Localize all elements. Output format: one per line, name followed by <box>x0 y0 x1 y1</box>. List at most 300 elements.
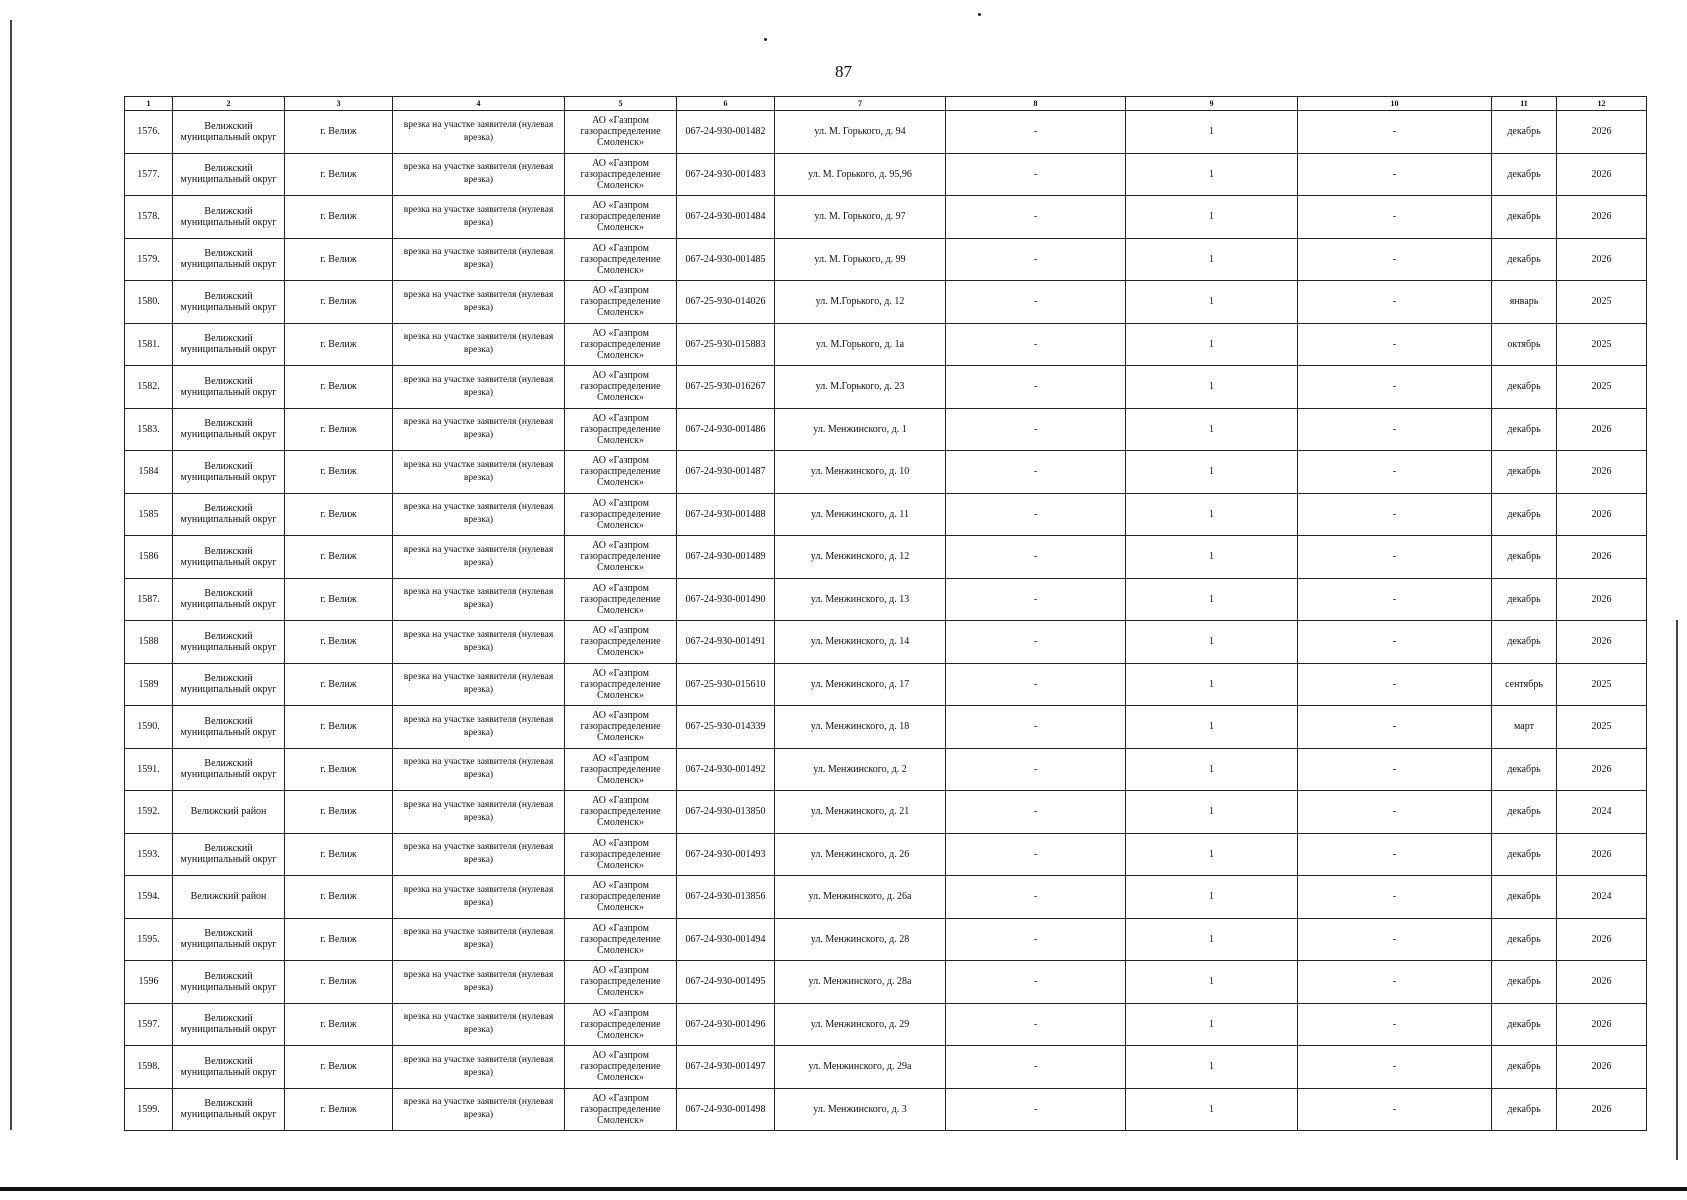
city-cell: г. Велиж <box>285 918 393 961</box>
row-number: 1579. <box>125 238 173 281</box>
address-cell: ул. Менжинского, д. 3 <box>775 1088 946 1131</box>
organization-cell: АО «Газпром газораспределение Смоленск» <box>565 748 677 791</box>
row-number: 1588 <box>125 621 173 664</box>
organization-cell: АО «Газпром газораспределение Смоленск» <box>565 961 677 1004</box>
scan-edge-line <box>1676 620 1678 1160</box>
col9-cell: 1 <box>1126 451 1298 494</box>
month-cell: декабрь <box>1492 748 1557 791</box>
year-cell: 2026 <box>1557 578 1647 621</box>
col9-cell: 1 <box>1126 281 1298 324</box>
col8-cell: - <box>946 918 1126 961</box>
organization-cell: АО «Газпром газораспределение Смоленск» <box>565 323 677 366</box>
city-cell: г. Велиж <box>285 961 393 1004</box>
year-cell: 2026 <box>1557 918 1647 961</box>
month-cell: сентябрь <box>1492 663 1557 706</box>
organization-cell: АО «Газпром газораспределение Смоленск» <box>565 366 677 409</box>
organization-cell: АО «Газпром газораспределение Смоленск» <box>565 111 677 154</box>
registry-code-cell: 067-24-930-001498 <box>677 1088 775 1131</box>
address-cell: ул. Менжинского, д. 17 <box>775 663 946 706</box>
organization-cell: АО «Газпром газораспределение Смоленск» <box>565 578 677 621</box>
organization-cell: АО «Газпром газораспределение Смоленск» <box>565 493 677 536</box>
column-number-4: 4 <box>393 97 565 111</box>
col10-cell: - <box>1298 408 1492 451</box>
month-cell: декабрь <box>1492 238 1557 281</box>
district-cell: Велижский муниципальный округ <box>173 451 285 494</box>
work-type-cell: врезка на участке заявителя (нулевая врезка) <box>393 961 565 1004</box>
month-cell: декабрь <box>1492 961 1557 1004</box>
year-cell: 2026 <box>1557 1046 1647 1089</box>
work-type-cell: врезка на участке заявителя (нулевая врезка) <box>393 111 565 154</box>
col10-cell: - <box>1298 281 1492 324</box>
month-cell: декабрь <box>1492 153 1557 196</box>
registry-code-cell: 067-24-930-001487 <box>677 451 775 494</box>
col8-cell: - <box>946 748 1126 791</box>
year-cell: 2026 <box>1557 748 1647 791</box>
col8-cell: - <box>946 1088 1126 1131</box>
month-cell: октябрь <box>1492 323 1557 366</box>
row-number: 1578. <box>125 196 173 239</box>
col10-cell: - <box>1298 1088 1492 1131</box>
organization-cell: АО «Газпром газораспределение Смоленск» <box>565 918 677 961</box>
registry-code-cell: 067-24-930-001493 <box>677 833 775 876</box>
district-cell: Велижский муниципальный округ <box>173 1046 285 1089</box>
address-cell: ул. Менжинского, д. 28а <box>775 961 946 1004</box>
year-cell: 2026 <box>1557 153 1647 196</box>
registry-code-cell: 067-24-930-001485 <box>677 238 775 281</box>
table-row <box>125 621 1647 664</box>
organization-cell: АО «Газпром газораспределение Смоленск» <box>565 238 677 281</box>
registry-code-cell: 067-24-930-001486 <box>677 408 775 451</box>
address-cell: ул. Менжинского, д. 1 <box>775 408 946 451</box>
city-cell: г. Велиж <box>285 408 393 451</box>
year-cell: 2026 <box>1557 238 1647 281</box>
year-cell: 2024 <box>1557 791 1647 834</box>
district-cell: Велижский муниципальный округ <box>173 238 285 281</box>
work-type-cell: врезка на участке заявителя (нулевая врезка) <box>393 281 565 324</box>
work-type-cell: врезка на участке заявителя (нулевая врезка) <box>393 323 565 366</box>
month-cell: декабрь <box>1492 621 1557 664</box>
address-cell: ул. Менжинского, д. 26 <box>775 833 946 876</box>
row-number: 1581. <box>125 323 173 366</box>
district-cell: Велижский муниципальный округ <box>173 961 285 1004</box>
table-row <box>125 578 1647 621</box>
month-cell: декабрь <box>1492 791 1557 834</box>
organization-cell: АО «Газпром газораспределение Смоленск» <box>565 536 677 579</box>
address-cell: ул. Менжинского, д. 11 <box>775 493 946 536</box>
col10-cell: - <box>1298 918 1492 961</box>
row-number: 1583. <box>125 408 173 451</box>
address-cell: ул. М.Горького, д. 12 <box>775 281 946 324</box>
table-header <box>125 97 1647 111</box>
city-cell: г. Велиж <box>285 323 393 366</box>
organization-cell: АО «Газпром газораспределение Смоленск» <box>565 408 677 451</box>
address-cell: ул. Менжинского, д. 18 <box>775 706 946 749</box>
column-number-2: 2 <box>173 97 285 111</box>
district-cell: Велижский район <box>173 791 285 834</box>
address-cell: ул. Менжинского, д. 28 <box>775 918 946 961</box>
district-cell: Велижский муниципальный округ <box>173 493 285 536</box>
registry-code-cell: 067-24-930-001497 <box>677 1046 775 1089</box>
district-cell: Велижский муниципальный округ <box>173 111 285 154</box>
address-cell: ул. М. Горького, д. 95,96 <box>775 153 946 196</box>
col8-cell: - <box>946 238 1126 281</box>
year-cell: 2025 <box>1557 663 1647 706</box>
month-cell: декабрь <box>1492 451 1557 494</box>
table-row <box>125 111 1647 154</box>
organization-cell: АО «Газпром газораспределение Смоленск» <box>565 451 677 494</box>
work-type-cell: врезка на участке заявителя (нулевая врезка) <box>393 918 565 961</box>
district-cell: Велижский муниципальный округ <box>173 918 285 961</box>
col9-cell: 1 <box>1126 366 1298 409</box>
work-type-cell: врезка на участке заявителя (нулевая врезка) <box>393 706 565 749</box>
address-cell: ул. Менжинского, д. 10 <box>775 451 946 494</box>
city-cell: г. Велиж <box>285 1046 393 1089</box>
district-cell: Велижский муниципальный округ <box>173 323 285 366</box>
month-cell: январь <box>1492 281 1557 324</box>
col10-cell: - <box>1298 791 1492 834</box>
month-cell: март <box>1492 706 1557 749</box>
work-type-cell: врезка на участке заявителя (нулевая врезка) <box>393 1088 565 1131</box>
table-row <box>125 451 1647 494</box>
col8-cell: - <box>946 111 1126 154</box>
table-row <box>125 281 1647 324</box>
registry-code-cell: 067-25-930-014339 <box>677 706 775 749</box>
work-type-cell: врезка на участке заявителя (нулевая врезка) <box>393 196 565 239</box>
registry-code-cell: 067-24-930-001483 <box>677 153 775 196</box>
table-row <box>125 196 1647 239</box>
row-number: 1591. <box>125 748 173 791</box>
col9-cell: 1 <box>1126 111 1298 154</box>
table-row <box>125 918 1647 961</box>
address-cell: ул. Менжинского, д. 12 <box>775 536 946 579</box>
address-cell: ул. Менжинского, д. 21 <box>775 791 946 834</box>
scan-speck <box>764 38 767 41</box>
registry-code-cell: 067-24-930-001488 <box>677 493 775 536</box>
col10-cell: - <box>1298 1046 1492 1089</box>
registry-code-cell: 067-24-930-001492 <box>677 748 775 791</box>
organization-cell: АО «Газпром газораспределение Смоленск» <box>565 791 677 834</box>
address-cell: ул. М.Горького, д. 1а <box>775 323 946 366</box>
col8-cell: - <box>946 153 1126 196</box>
table-row <box>125 1088 1647 1131</box>
registry-code-cell: 067-24-930-013856 <box>677 876 775 919</box>
col8-cell: - <box>946 451 1126 494</box>
city-cell: г. Велиж <box>285 111 393 154</box>
address-cell: ул. Менжинского, д. 26а <box>775 876 946 919</box>
city-cell: г. Велиж <box>285 706 393 749</box>
work-type-cell: врезка на участке заявителя (нулевая врезка) <box>393 238 565 281</box>
col10-cell: - <box>1298 706 1492 749</box>
col8-cell: - <box>946 323 1126 366</box>
scan-speck <box>978 13 981 16</box>
month-cell: декабрь <box>1492 366 1557 409</box>
col8-cell: - <box>946 791 1126 834</box>
work-type-cell: врезка на участке заявителя (нулевая врезка) <box>393 1046 565 1089</box>
organization-cell: АО «Газпром газораспределение Смоленск» <box>565 833 677 876</box>
col9-cell: 1 <box>1126 621 1298 664</box>
city-cell: г. Велиж <box>285 748 393 791</box>
row-number: 1580. <box>125 281 173 324</box>
year-cell: 2025 <box>1557 706 1647 749</box>
scan-edge-line <box>10 20 12 1130</box>
city-cell: г. Велиж <box>285 876 393 919</box>
city-cell: г. Велиж <box>285 196 393 239</box>
col8-cell: - <box>946 536 1126 579</box>
col8-cell: - <box>946 578 1126 621</box>
year-cell: 2026 <box>1557 536 1647 579</box>
registry-code-cell: 067-24-930-001491 <box>677 621 775 664</box>
city-cell: г. Велиж <box>285 153 393 196</box>
registry-code-cell: 067-25-930-014026 <box>677 281 775 324</box>
organization-cell: АО «Газпром газораспределение Смоленск» <box>565 153 677 196</box>
col10-cell: - <box>1298 621 1492 664</box>
row-number: 1590. <box>125 706 173 749</box>
col9-cell: 1 <box>1126 536 1298 579</box>
col10-cell: - <box>1298 366 1492 409</box>
col9-cell: 1 <box>1126 876 1298 919</box>
col8-cell: - <box>946 196 1126 239</box>
col8-cell: - <box>946 1003 1126 1046</box>
col9-cell: 1 <box>1126 238 1298 281</box>
row-number: 1599. <box>125 1088 173 1131</box>
row-number: 1597. <box>125 1003 173 1046</box>
address-cell: ул. М. Горького, д. 94 <box>775 111 946 154</box>
col10-cell: - <box>1298 876 1492 919</box>
row-number: 1589 <box>125 663 173 706</box>
col8-cell: - <box>946 706 1126 749</box>
work-type-cell: врезка на участке заявителя (нулевая врезка) <box>393 493 565 536</box>
col8-cell: - <box>946 366 1126 409</box>
column-number-1: 1 <box>125 97 173 111</box>
row-number: 1587. <box>125 578 173 621</box>
year-cell: 2026 <box>1557 621 1647 664</box>
city-cell: г. Велиж <box>285 791 393 834</box>
address-cell: ул. Менжинского, д. 2 <box>775 748 946 791</box>
table-row <box>125 876 1647 919</box>
address-cell: ул. Менжинского, д. 29а <box>775 1046 946 1089</box>
work-type-cell: врезка на участке заявителя (нулевая врезка) <box>393 663 565 706</box>
col9-cell: 1 <box>1126 493 1298 536</box>
col9-cell: 1 <box>1126 153 1298 196</box>
district-cell: Велижский муниципальный округ <box>173 578 285 621</box>
table-row <box>125 663 1647 706</box>
registry-code-cell: 067-24-930-001489 <box>677 536 775 579</box>
month-cell: декабрь <box>1492 196 1557 239</box>
registry-code-cell: 067-25-930-015610 <box>677 663 775 706</box>
col10-cell: - <box>1298 196 1492 239</box>
col8-cell: - <box>946 621 1126 664</box>
row-number: 1592. <box>125 791 173 834</box>
month-cell: декабрь <box>1492 876 1557 919</box>
register-table <box>124 96 1647 1131</box>
work-type-cell: врезка на участке заявителя (нулевая врезка) <box>393 536 565 579</box>
col10-cell: - <box>1298 323 1492 366</box>
col8-cell: - <box>946 876 1126 919</box>
table-body <box>125 111 1647 1131</box>
month-cell: декабрь <box>1492 918 1557 961</box>
district-cell: Велижский район <box>173 876 285 919</box>
table-row <box>125 1003 1647 1046</box>
year-cell: 2026 <box>1557 451 1647 494</box>
registry-code-cell: 067-25-930-016267 <box>677 366 775 409</box>
col9-cell: 1 <box>1126 1003 1298 1046</box>
bottom-rule <box>0 1187 1687 1191</box>
month-cell: декабрь <box>1492 1088 1557 1131</box>
col9-cell: 1 <box>1126 408 1298 451</box>
district-cell: Велижский муниципальный округ <box>173 536 285 579</box>
table-row <box>125 961 1647 1004</box>
city-cell: г. Велиж <box>285 1003 393 1046</box>
col10-cell: - <box>1298 111 1492 154</box>
organization-cell: АО «Газпром газораспределение Смоленск» <box>565 196 677 239</box>
col10-cell: - <box>1298 578 1492 621</box>
col9-cell: 1 <box>1126 961 1298 1004</box>
table-row <box>125 833 1647 876</box>
registry-code-cell: 067-24-930-001484 <box>677 196 775 239</box>
year-cell: 2024 <box>1557 876 1647 919</box>
organization-cell: АО «Газпром газораспределение Смоленск» <box>565 706 677 749</box>
col8-cell: - <box>946 833 1126 876</box>
address-cell: ул. М. Горького, д. 97 <box>775 196 946 239</box>
col10-cell: - <box>1298 663 1492 706</box>
col8-cell: - <box>946 663 1126 706</box>
city-cell: г. Велиж <box>285 621 393 664</box>
year-cell: 2025 <box>1557 281 1647 324</box>
col9-cell: 1 <box>1126 578 1298 621</box>
col10-cell: - <box>1298 748 1492 791</box>
table-row <box>125 791 1647 834</box>
row-number: 1595. <box>125 918 173 961</box>
work-type-cell: врезка на участке заявителя (нулевая врезка) <box>393 1003 565 1046</box>
year-cell: 2026 <box>1557 196 1647 239</box>
col9-cell: 1 <box>1126 748 1298 791</box>
col10-cell: - <box>1298 1003 1492 1046</box>
registry-code-cell: 067-24-930-001494 <box>677 918 775 961</box>
column-number-7: 7 <box>775 97 946 111</box>
work-type-cell: врезка на участке заявителя (нулевая врезка) <box>393 578 565 621</box>
month-cell: декабрь <box>1492 111 1557 154</box>
col10-cell: - <box>1298 493 1492 536</box>
year-cell: 2025 <box>1557 366 1647 409</box>
col10-cell: - <box>1298 536 1492 579</box>
city-cell: г. Велиж <box>285 1088 393 1131</box>
month-cell: декабрь <box>1492 578 1557 621</box>
district-cell: Велижский муниципальный округ <box>173 153 285 196</box>
work-type-cell: врезка на участке заявителя (нулевая врезка) <box>393 408 565 451</box>
table-row <box>125 706 1647 749</box>
work-type-cell: врезка на участке заявителя (нулевая врезка) <box>393 791 565 834</box>
month-cell: декабрь <box>1492 1003 1557 1046</box>
city-cell: г. Велиж <box>285 366 393 409</box>
month-cell: декабрь <box>1492 493 1557 536</box>
organization-cell: АО «Газпром газораспределение Смоленск» <box>565 1003 677 1046</box>
organization-cell: АО «Газпром газораспределение Смоленск» <box>565 281 677 324</box>
col10-cell: - <box>1298 961 1492 1004</box>
registry-code-cell: 067-24-930-001482 <box>677 111 775 154</box>
work-type-cell: врезка на участке заявителя (нулевая врезка) <box>393 748 565 791</box>
registry-code-cell: 067-24-930-013850 <box>677 791 775 834</box>
row-number: 1598. <box>125 1046 173 1089</box>
col9-cell: 1 <box>1126 1088 1298 1131</box>
col10-cell: - <box>1298 153 1492 196</box>
col9-cell: 1 <box>1126 323 1298 366</box>
row-number: 1577. <box>125 153 173 196</box>
row-number: 1586 <box>125 536 173 579</box>
work-type-cell: врезка на участке заявителя (нулевая врезка) <box>393 621 565 664</box>
col8-cell: - <box>946 493 1126 536</box>
year-cell: 2026 <box>1557 833 1647 876</box>
organization-cell: АО «Газпром газораспределение Смоленск» <box>565 876 677 919</box>
col9-cell: 1 <box>1126 196 1298 239</box>
col9-cell: 1 <box>1126 1046 1298 1089</box>
city-cell: г. Велиж <box>285 238 393 281</box>
city-cell: г. Велиж <box>285 281 393 324</box>
city-cell: г. Велиж <box>285 578 393 621</box>
address-cell: ул. М.Горького, д. 23 <box>775 366 946 409</box>
column-number-row <box>125 97 1647 111</box>
address-cell: ул. М. Горького, д. 99 <box>775 238 946 281</box>
registry-code-cell: 067-24-930-001490 <box>677 578 775 621</box>
page-number: 87 <box>835 62 852 81</box>
work-type-cell: врезка на участке заявителя (нулевая врезка) <box>393 876 565 919</box>
district-cell: Велижский муниципальный округ <box>173 1003 285 1046</box>
col8-cell: - <box>946 281 1126 324</box>
year-cell: 2026 <box>1557 493 1647 536</box>
city-cell: г. Велиж <box>285 833 393 876</box>
table-row <box>125 536 1647 579</box>
table-row <box>125 153 1647 196</box>
month-cell: декабрь <box>1492 408 1557 451</box>
row-number: 1593. <box>125 833 173 876</box>
year-cell: 2025 <box>1557 323 1647 366</box>
table-row <box>125 748 1647 791</box>
organization-cell: АО «Газпром газораспределение Смоленск» <box>565 663 677 706</box>
organization-cell: АО «Газпром газораспределение Смоленск» <box>565 1088 677 1131</box>
row-number: 1585 <box>125 493 173 536</box>
table-row <box>125 1046 1647 1089</box>
table-row <box>125 493 1647 536</box>
city-cell: г. Велиж <box>285 536 393 579</box>
month-cell: декабрь <box>1492 1046 1557 1089</box>
district-cell: Велижский муниципальный округ <box>173 281 285 324</box>
col8-cell: - <box>946 961 1126 1004</box>
col9-cell: 1 <box>1126 791 1298 834</box>
column-number-9: 9 <box>1126 97 1298 111</box>
district-cell: Велижский муниципальный округ <box>173 1088 285 1131</box>
work-type-cell: врезка на участке заявителя (нулевая врезка) <box>393 366 565 409</box>
district-cell: Велижский муниципальный округ <box>173 706 285 749</box>
column-number-10: 10 <box>1298 97 1492 111</box>
district-cell: Велижский муниципальный округ <box>173 833 285 876</box>
registry-code-cell: 067-24-930-001495 <box>677 961 775 1004</box>
table-row <box>125 408 1647 451</box>
district-cell: Велижский муниципальный округ <box>173 621 285 664</box>
row-number: 1584 <box>125 451 173 494</box>
district-cell: Велижский муниципальный округ <box>173 748 285 791</box>
column-number-11: 11 <box>1492 97 1557 111</box>
column-number-8: 8 <box>946 97 1126 111</box>
city-cell: г. Велиж <box>285 493 393 536</box>
column-number-12: 12 <box>1557 97 1647 111</box>
table-row <box>125 323 1647 366</box>
col10-cell: - <box>1298 238 1492 281</box>
district-cell: Велижский муниципальный округ <box>173 366 285 409</box>
table-row <box>125 238 1647 281</box>
year-cell: 2026 <box>1557 1088 1647 1131</box>
month-cell: декабрь <box>1492 833 1557 876</box>
year-cell: 2026 <box>1557 111 1647 154</box>
column-number-3: 3 <box>285 97 393 111</box>
